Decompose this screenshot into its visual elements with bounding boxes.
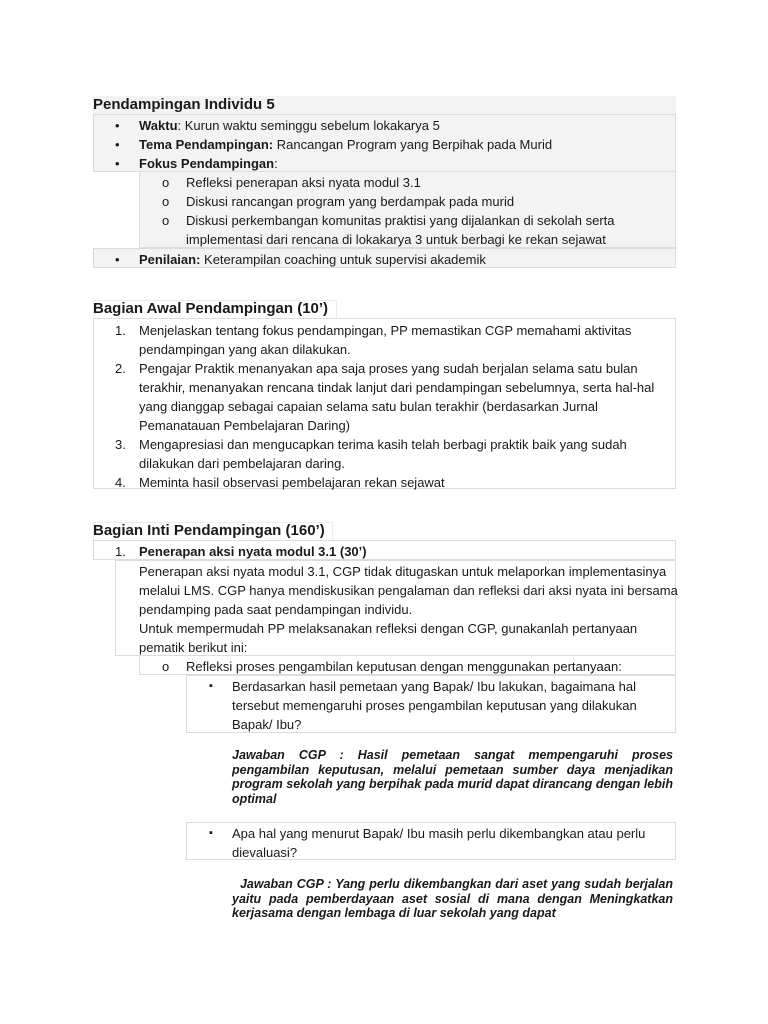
tema-label: Tema Pendampingan: [139, 137, 274, 152]
answer-1: Jawaban CGP : Hasil pemetaan sangat mempengaruhi proses pengambilan keputusan, melalui pemetaan sumber daya menjadikan program sekolah yang berpihak pada murid dapat dirancang dengan lebih optimal [232, 748, 673, 806]
question-2-square: ▪ [209, 827, 213, 839]
tema-line [139, 135, 552, 154]
section3-title: Bagian Inti Pendampingan (160’) [93, 522, 325, 539]
bullet-tema: • [115, 137, 120, 152]
waktu-label: Waktu [139, 118, 178, 133]
question-1-line-2: tersebut memengaruhi proses pengambilan keputusan yang dilakukan [232, 698, 637, 713]
section2-title: Bagian Awal Pendampingan (10’) [93, 300, 329, 317]
penilaian-line [139, 250, 486, 269]
inti-para-line-1: Penerapan aksi nyata modul 3.1, CGP tidak ditugaskan untuk melaporkan implementasinya [139, 564, 667, 579]
inti-item-title [139, 542, 367, 561]
inti-num-1: 1. [115, 544, 126, 559]
awal-num-4: 4. [115, 475, 126, 490]
tema-text: Rancangan Program yang Berpihak pada Murid [273, 137, 553, 152]
fokus-colon: : [274, 156, 278, 171]
section1-title: Pendampingan Individu 5 [93, 96, 275, 113]
sub-bullet-2: o [162, 194, 170, 209]
awal-item-3-line-2: dilakukan dari pembelajaran daring. [139, 456, 345, 471]
question-1-line-3: Bapak/ Ibu? [232, 717, 302, 732]
awal-num-2: 2. [115, 361, 126, 376]
awal-num-1: 1. [115, 323, 126, 338]
fokus-item-3: Diskusi perkembangan komunitas praktisi yang dijalankan di sekolah serta [186, 213, 615, 228]
awal-item-1-line-2: pendampingan yang akan dilakukan. [139, 342, 351, 357]
inti-para-line-5: pematik berikut ini: [139, 640, 248, 655]
fokus-label: Fokus Pendampingan [139, 156, 275, 171]
sub-bullet-1: o [162, 175, 170, 190]
question-2-line-1: Apa hal yang menurut Bapak/ Ibu masih perlu dikembangkan atau perlu [232, 826, 646, 841]
awal-num-3: 3. [115, 437, 126, 452]
inti-sub-bullet: o [162, 659, 170, 674]
inti-para-line-3: pendamping pada saat pendampingan individu. [139, 602, 413, 617]
question-2-line-2: dievaluasi? [232, 845, 298, 860]
awal-item-1-line-1: Menjelaskan tentang fokus pendampingan, PP memastikan CGP memahami aktivitas [139, 323, 632, 338]
inti-para-line-4: Untuk mempermudah PP melaksanakan refleksi dengan CGP, gunakanlah pertanyaan [139, 621, 638, 636]
waktu-text: : Kurun waktu seminggu sebelum lokakarya 5 [177, 118, 440, 133]
fokus-item-2: Diskusi rancangan program yang berdampak pada murid [186, 194, 515, 209]
answer-2: Jawaban CGP : Yang perlu dikembangkan dari aset yang sudah berjalan yaitu pada pemberdayaan aset sosial di mana dengan Meningkatkan kerjasama dengan lembaga di luar sekolah yang dapat [232, 877, 677, 920]
waktu-line [139, 116, 440, 135]
fokus-item-1: Refleksi penerapan aksi nyata modul 3.1 [186, 175, 421, 190]
question-1-line-1: Berdasarkan hasil pemetaan yang Bapak/ Ibu lakukan, bagaimana hal [232, 679, 636, 694]
sub-bullet-3: o [162, 213, 170, 228]
awal-item-2-line-4: Pemanatauan Pembelajaran Daring) [139, 418, 351, 433]
inti-para-line-2: melalui LMS. CGP hanya mendiskusikan pengalaman dan refleksi dari aksi nyata ini bersama [139, 583, 678, 598]
bullet-penilaian: • [115, 252, 120, 267]
penilaian-text: Keterampilan coaching untuk supervisi akademik [200, 252, 486, 267]
bullet-waktu: • [115, 118, 120, 133]
bullet-fokus: • [115, 156, 120, 171]
awal-item-2-line-3: yang dianggap sebagai capaian selama satu bulan terakhir (berdasarkan Jurnal [139, 399, 598, 414]
awal-item-2-line-1: Pengajar Praktik menanyakan apa saja proses yang sudah berjalan selama satu bulan [139, 361, 638, 376]
inti-sub-item: Refleksi proses pengambilan keputusan dengan menggunakan pertanyaan: [186, 659, 622, 674]
fokus-item-3-cont: implementasi dari rencana di lokakarya 3 untuk berbagi ke rekan sejawat [186, 232, 606, 247]
penilaian-label: Penilaian: [139, 252, 201, 267]
awal-item-3-line-1: Mengapresiasi dan mengucapkan terima kasih telah berbagi praktik baik yang sudah [139, 437, 627, 452]
inti-item-title-text: Penerapan aksi nyata modul 3.1 (30’) [139, 544, 367, 559]
question-1-square: ▪ [209, 680, 213, 692]
awal-item-4-line-1: Meminta hasil observasi pembelajaran rekan sejawat [139, 475, 445, 490]
awal-item-2-line-2: terakhir, menanyakan rencana tindak lanjut dari pendampingan sebelumnya, serta hal-hal [139, 380, 655, 395]
